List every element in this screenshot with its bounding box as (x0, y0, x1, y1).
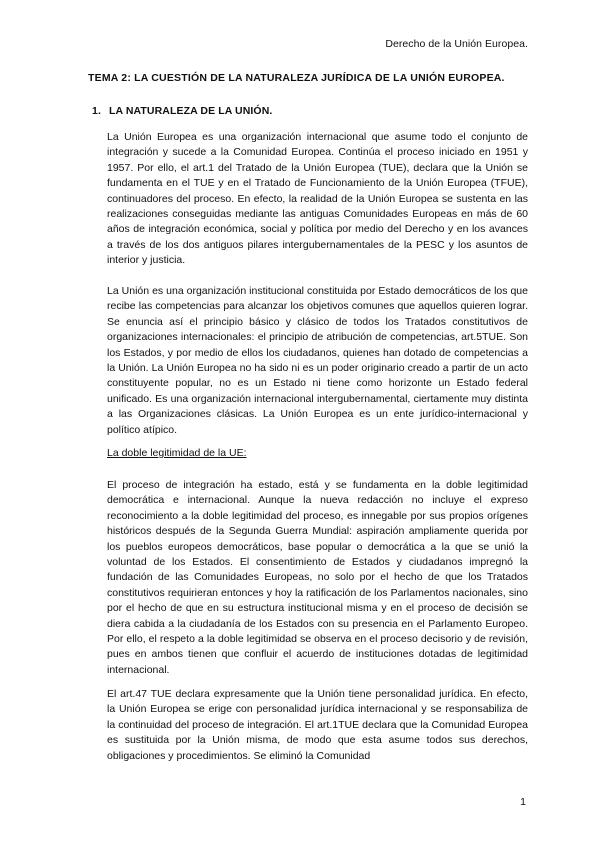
document-title: TEMA 2: LA CUESTIÓN DE LA NATURALEZA JURÍDICA DE LA UNIÓN EUROPEA. (88, 72, 505, 84)
paragraph-4: El art.47 TUE declara expresamente que la Unión tiene personalidad jurídica. En efecto, la Unión Europea se erige con personalidad jurídica internacional y se responsabiliza de la continuidad del proceso de integración. El art.1TUE declara que la Comunidad Europea es sustituida por la Unión misma, de modo que esta asume todos sus derechos, obligaciones y procedimientos. Se eliminó la Comunidad (107, 688, 528, 762)
section-heading (92, 105, 272, 117)
page-number: 1 (520, 796, 526, 808)
paragraph-2: La Unión es una organización institucional constituida por Estado democráticos de los que recibe las competencias para alcanzar los objetivos comunes que aquellos quieren lograr. Se enuncia así el principio básico y clásico de todos los Tratados constitutivos de organizaciones internacionales: el principio de atribución de competencias, art.5TUE. Son los Estados, y por medio de ellos los ciudadanos, quienes han dotado de competencias a la Unión. La Unión Europea no ha sido ni es un poder originario creado a partir de un acto constituyente popular, no es un Estado ni tiene como horizonte un Estado federal unificado. Es una organización internacional intergubernamental, ciertamente muy distinta a las Organizaciones clásicas. La Unión Europea es un ente jurídico-internacional y político atípico. (107, 285, 528, 436)
subheading-doble-legitimidad: La doble legitimidad de la UE: (107, 447, 247, 459)
section-title: LA NATURALEZA DE LA UNIÓN. (109, 105, 273, 117)
section-number: 1. (92, 105, 101, 117)
paragraph-3: El proceso de integración ha estado, está y se fundamenta en la doble legitimidad democrática e internacional. Aunque la nueva redacción no incluye el expreso reconocimiento a la doble legitimidad del proceso, es innegable por sus propios orígenes históricos después de la Segunda Guerra Mundial: aspiración ampliamente querida por los pueblos europeos democráticos, base popular o democrática a la que se unió la voluntad de los Estados. El consentimiento de Estados y ciudadanos impregnó la fundación de las Comunidades Europeas, no solo por el hecho de que los Tratados constitutivos requirieran entonces y hoy la ratificación de los Parlamentos nacionales, sino por el hecho de que en su estructura institucional misma y en el proceso de decisión se diera cabida a la ciudadanía de los Estados con su presencia en el Parlamento Europeo. Por ello, el respeto a la doble legitimidad se observa en el proceso decisorio y de revisión, pues en ambos tienen que confluir el acuerdo de instituciones dotadas de legitimidad internacional. (107, 479, 528, 676)
running-header: Derecho de la Unión Europea. (385, 38, 528, 50)
paragraph-1: La Unión Europea es una organización internacional que asume todo el conjunto de integración y sucede a la Comunidad Europea. Continúa el proceso iniciado en 1951 y 1957. Por ello, el art.1 del Tratado de la Unión Europea (TUE), declara que la Unión se fundamenta en el TUE y en el Tratado de Funcionamiento de la Unión Europea (TFUE), continuadores del proceso. En efecto, la realidad de la Unión Europea se sustenta en las realizaciones conseguidas mediante las antiguas Comunidades Europeas en más de 60 años de integración económica, social y política por medio del Derecho y en los avances a través de los dos antiguos pilares intergubernamentales de la PESC y los asuntos de interior y justicia. (107, 131, 528, 267)
